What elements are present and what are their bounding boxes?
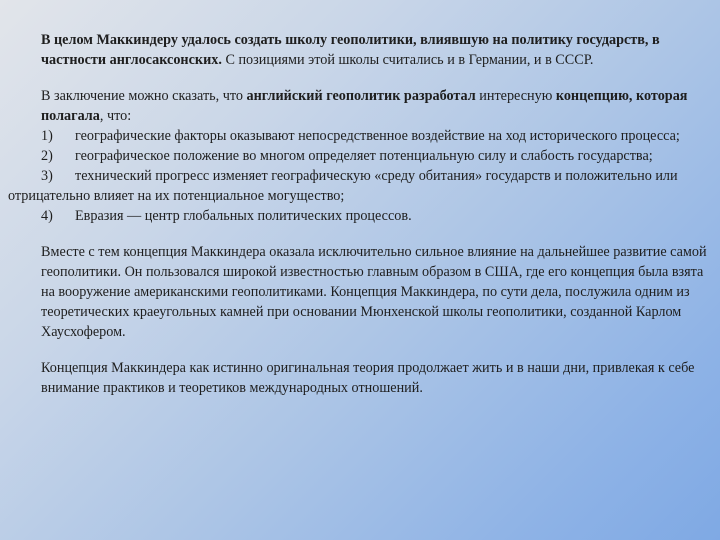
list-item: [8, 206, 714, 226]
list-item-number: 2): [41, 148, 53, 164]
list-item-number: 4): [41, 208, 53, 224]
list-item-text: Евразия — центр глобальных политических процессов.: [75, 208, 412, 224]
paragraph-2-bold-d: концепцию, которая полагала: [41, 88, 688, 124]
paragraph-2-intro: [8, 86, 714, 126]
paragraph-1: [8, 30, 714, 70]
list-item-text: технический прогресс изменяет географическую «среду обитания» государств и положительно или отрицательно влияет на их потенциальное могущество;: [8, 168, 678, 204]
slide-text: [8, 30, 714, 398]
list-item: [8, 126, 714, 146]
list-item-text: географическое положение во многом определяет потенциальную силу и слабость государства;: [75, 148, 653, 164]
paragraph-1-rest: С позициями этой школы считались и в Германии, и в СССР.: [221, 52, 594, 68]
paragraph-2-bold-b: английский геополитик разработал: [246, 88, 476, 104]
paragraph-2: [8, 86, 714, 226]
paragraph-2-text-a: В заключение можно сказать, что: [41, 88, 247, 104]
paragraph-1-bold: В целом Маккиндеру удалось создать школу геополитики, влиявшую на политику государств, в частности англосаксонских.: [41, 32, 660, 68]
list-item-number: 3): [41, 168, 53, 184]
list-item: [8, 146, 714, 166]
list-item-text: географические факторы оказывают непосредственное воздействие на ход исторического процесса;: [75, 128, 680, 144]
list-item: [8, 166, 714, 206]
list-item-number: 1): [41, 128, 53, 144]
paragraph-2-text-c: интересную: [475, 88, 556, 104]
paragraph-4: Концепция Маккиндера как истинно оригинальная теория продолжает жить и в наши дни, привлекая к себе внимание практиков и теоретиков международных отношений.: [41, 360, 695, 396]
paragraph-2-text-e: , что:: [99, 108, 132, 124]
paragraph-3: Вместе с тем концепция Маккиндера оказала исключительно сильное влияние на дальнейшее развитие самой геополитики. Он пользовался широкой известностью главным образом в США, где его концепция была взята на вооружение американскими геополитиками. Концепция Маккиндера, по сути дела, послужила одним из теоретических краеугольных камней при основании Мюнхенской школы геополитики, созданной Карлом Хаусхофером.: [41, 244, 707, 340]
